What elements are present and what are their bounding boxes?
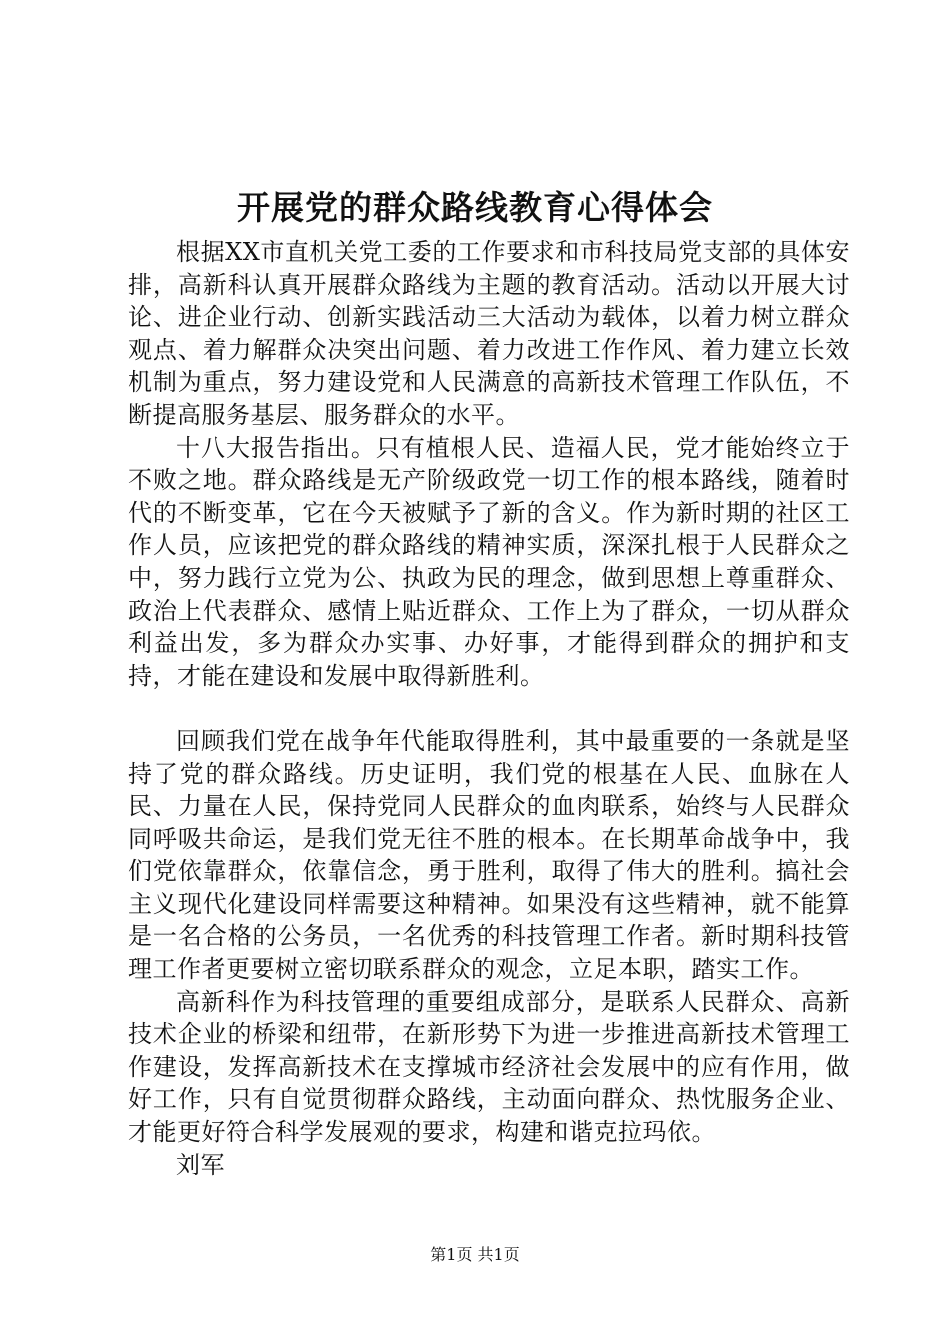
paragraph-1: 根据XX市直机关党工委的工作要求和市科技局党支部的具体安排，高新科认真开展群众路线为主题的教育活动。活动以开展大讨论、进企业行动、创新实践活动三大活动为载体，以着力树立群众观点、着力解群众决突出问题、着力改进工作作风、着力建立长效机制为重点，努力建设党和人民满意的高新技术管理工作队伍，不断提高服务基层、服务群众的水平。: [128, 238, 850, 429]
document-title: 开展党的群众路线教育心得体会: [237, 188, 713, 227]
paragraph-3: 回顾我们党在战争年代能取得胜利，其中最重要的一条就是坚持了党的群众路线。历史证明，我们党的根基在人民、血脉在人民、力量在人民，保持党同人民群众的血肉联系，始终与人民群众同呼吸共命运，是我们党无往不胜的根本。在长期革命战争中，我们党依靠群众，依靠信念，勇于胜利，取得了伟大的胜利。搞社会主义现代化建设同样需要这种精神。如果没有这些精神，就不能算是一名合格的公务员，一名优秀的科技管理工作者。新时期科技管理工作者更要树立密切联系群众的观念，立足本职，踏实工作。: [128, 726, 850, 984]
paragraph-4: 高新科作为科技管理的重要组成部分，是联系人民群众、高新技术企业的桥梁和纽带，在新形势下为进一步推进高新技术管理工作建设，发挥高新技术在支撑城市经济社会发展中的应有作用，做好工作，只有自觉贯彻群众路线，主动面向群众、热忱服务企业、才能更好符合科学发展观的要求，构建和谐克拉玛依。: [128, 987, 850, 1147]
page-footer: 第1页 共1页: [430, 1245, 520, 1264]
paragraph-2: 十八大报告指出。只有植根人民、造福人民，党才能始终立于不败之地。群众路线是无产阶级政党一切工作的根本路线，随着时代的不断变革，它在今天被赋予了新的含义。作为新时期的社区工作人员，应该把党的群众路线的精神实质，深深扎根于人民群众之中，努力践行立党为公、执政为民的理念，做到思想上尊重群众、政治上代表群众、感情上贴近群众、工作上为了群众，一切从群众利益出发，多为群众办实事、办好事，才能得到群众的拥护和支持，才能在建设和发展中取得新胜利。: [128, 433, 850, 690]
author-signature: 刘军: [176, 1150, 225, 1179]
document-body: [128, 236, 850, 1181]
